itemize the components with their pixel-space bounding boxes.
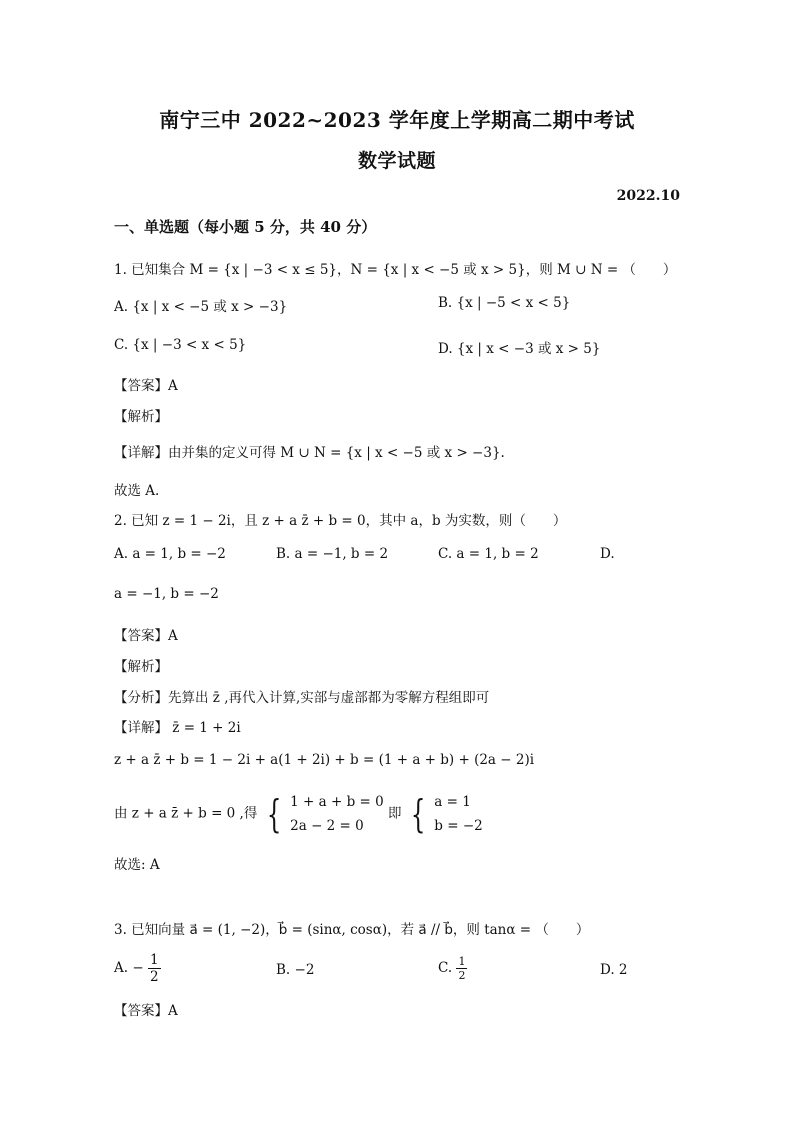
question-1-option-b: B. {x | −5 < x < 5} xyxy=(438,295,571,311)
question-2-option-c: C. a = 1, b = 2 xyxy=(438,546,539,562)
question-1-stem: 1. 已知集合 M = {x | −3 < x ≤ 5}，N = {x | x < −5 或 x > 5}，则 M ∪ N = （ ） xyxy=(114,262,677,278)
fraction-numerator: 1 xyxy=(458,955,466,968)
question-3-stem: 3. 已知向量 a⃗ = (1, −2)，b⃗ = (sinα, cosα)，若 a⃗ // b⃗，则 tanα = （ ） xyxy=(114,922,590,938)
exam-date: 2022.10 xyxy=(616,188,680,204)
question-2-detail: 【详解】 z̄ = 1 + 2i xyxy=(114,720,241,736)
fraction-denominator: 2 xyxy=(458,969,466,982)
system-1-row-2: 2a − 2 = 0 xyxy=(290,818,364,834)
question-2-fenxi: 【分析】先算出 z̄ ,再代入计算,实部与虚部都为零解方程组即可 xyxy=(114,690,490,706)
left-brace-icon: { xyxy=(410,792,426,836)
question-2-option-d-value: a = −1, b = −2 xyxy=(114,586,219,602)
exam-subtitle: 数学试题 xyxy=(357,150,436,172)
fraction xyxy=(456,955,467,982)
question-1-option-d: D. {x | x < −3 或 x > 5} xyxy=(438,341,601,357)
option-c-prefix: C. xyxy=(438,960,453,976)
question-1-detail: 【详解】由并集的定义可得 M ∪ N = {x | x < −5 或 x > −3}. xyxy=(114,445,505,461)
question-3-option-d: D. 2 xyxy=(600,962,628,978)
question-2-option-d: D. xyxy=(600,546,615,562)
question-2-option-b: B. a = −1, b = 2 xyxy=(276,546,389,562)
fraction-numerator: 1 xyxy=(149,952,159,968)
system-1-row-1: 1 + a + b = 0 xyxy=(290,794,384,810)
question-1-analysis: 【解析】 xyxy=(114,409,168,425)
equation-system-2 xyxy=(434,790,482,838)
section-heading: 一、单选题（每小题 5 分，共 40 分） xyxy=(114,218,377,236)
system-2-row-1: a = 1 xyxy=(434,794,471,810)
question-1-answer: 【答案】A xyxy=(114,378,178,394)
system-2-row-2: b = −2 xyxy=(434,818,483,834)
question-2-system xyxy=(114,790,483,838)
fraction-denominator: 2 xyxy=(149,969,159,985)
question-2-answer: 【答案】A xyxy=(114,628,178,644)
option-a-prefix: A. − xyxy=(114,960,144,976)
question-2-expansion: z + a z̄ + b = 1 − 2i + a(1 + 2i) + b = (1 + a + b) + (2a − 2)i xyxy=(114,752,535,768)
question-1-conclusion: 故选 A. xyxy=(114,483,160,499)
question-2-stem: 2. 已知 z = 1 − 2i，且 z + a z̄ + b = 0，其中 a，b 为实数，则（ ） xyxy=(114,513,567,529)
question-3-answer: 【答案】A xyxy=(114,1003,178,1019)
left-brace-icon: { xyxy=(266,792,282,836)
equation-system-1 xyxy=(290,790,384,838)
exam-title: 南宁三中 2022~2023 学年度上学期高二期中考试 xyxy=(159,108,635,132)
system-ji: 即 xyxy=(388,805,402,822)
question-3-option-b: B. −2 xyxy=(276,962,315,978)
fraction xyxy=(148,952,161,985)
question-1-option-a: A. {x | x < −5 或 x > −3} xyxy=(114,299,288,315)
question-2-option-a: A. a = 1, b = −2 xyxy=(114,546,226,562)
question-2-analysis: 【解析】 xyxy=(114,659,168,675)
question-1-option-c: C. {x | −3 < x < 5} xyxy=(114,337,247,353)
system-prefix: 由 z + a z̄ + b = 0 ,得 xyxy=(114,805,258,822)
question-3-option-a xyxy=(114,952,161,985)
question-2-conclusion: 故选: A xyxy=(114,857,160,873)
question-3-option-c xyxy=(438,955,467,982)
